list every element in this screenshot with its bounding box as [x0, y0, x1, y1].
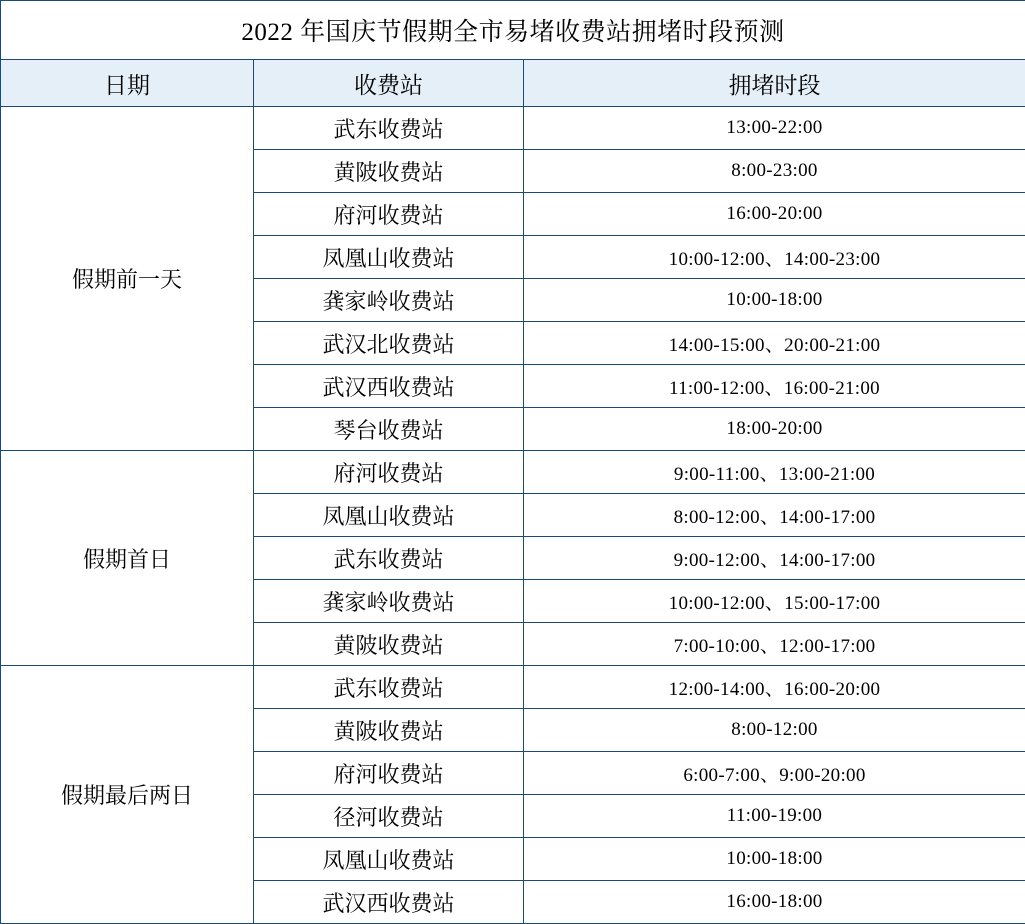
congestion-period: 18:00-20:00	[524, 408, 1025, 451]
station-name: 径河收费站	[254, 795, 524, 838]
station-name: 武汉北收费站	[254, 322, 524, 365]
congestion-period: 10:00-12:00、14:00-23:00	[524, 236, 1025, 279]
station-name: 武汉西收费站	[254, 365, 524, 408]
station-name: 武东收费站	[254, 107, 524, 150]
station-name: 黄陂收费站	[254, 709, 524, 752]
congestion-period: 10:00-18:00	[524, 279, 1025, 322]
station-name: 琴台收费站	[254, 408, 524, 451]
station-name: 府河收费站	[254, 451, 524, 494]
congestion-period: 11:00-19:00	[524, 795, 1025, 838]
congestion-period: 7:00-10:00、12:00-17:00	[524, 623, 1025, 666]
table-row	[1, 451, 1025, 494]
congestion-period: 13:00-22:00	[524, 107, 1025, 150]
title-row	[1, 1, 1025, 60]
column-header-period: 拥堵时段	[524, 60, 1025, 107]
station-name: 黄陂收费站	[254, 623, 524, 666]
table-body	[1, 1, 1025, 924]
congestion-period: 6:00-7:00、9:00-20:00	[524, 752, 1025, 795]
group-date-label: 假期首日	[1, 451, 254, 666]
congestion-period: 14:00-15:00、20:00-21:00	[524, 322, 1025, 365]
group-date-label: 假期前一天	[1, 107, 254, 451]
station-name: 凤凰山收费站	[254, 838, 524, 881]
congestion-period: 9:00-11:00、13:00-21:00	[524, 451, 1025, 494]
congestion-period: 11:00-12:00、16:00-21:00	[524, 365, 1025, 408]
congestion-period: 10:00-18:00	[524, 838, 1025, 881]
header-row	[1, 60, 1025, 107]
column-header-station: 收费站	[254, 60, 524, 107]
station-name: 凤凰山收费站	[254, 494, 524, 537]
congestion-period: 8:00-23:00	[524, 150, 1025, 193]
congestion-period: 9:00-12:00、14:00-17:00	[524, 537, 1025, 580]
table-row	[1, 107, 1025, 150]
station-name: 凤凰山收费站	[254, 236, 524, 279]
congestion-period: 16:00-18:00	[524, 881, 1025, 924]
page-title: 2022 年国庆节假期全市易堵收费站拥堵时段预测	[1, 1, 1025, 60]
station-name: 府河收费站	[254, 752, 524, 795]
group-date-label: 假期最后两日	[1, 666, 254, 924]
column-header-date: 日期	[1, 60, 254, 107]
station-name: 武东收费站	[254, 666, 524, 709]
congestion-period: 10:00-12:00、15:00-17:00	[524, 580, 1025, 623]
station-name: 府河收费站	[254, 193, 524, 236]
congestion-period: 12:00-14:00、16:00-20:00	[524, 666, 1025, 709]
congestion-period: 8:00-12:00	[524, 709, 1025, 752]
congestion-period: 16:00-20:00	[524, 193, 1025, 236]
station-name: 武东收费站	[254, 537, 524, 580]
station-name: 黄陂收费站	[254, 150, 524, 193]
congestion-period: 8:00-12:00、14:00-17:00	[524, 494, 1025, 537]
station-name: 武汉西收费站	[254, 881, 524, 924]
station-name: 龚家岭收费站	[254, 279, 524, 322]
station-name: 龚家岭收费站	[254, 580, 524, 623]
table-row	[1, 666, 1025, 709]
